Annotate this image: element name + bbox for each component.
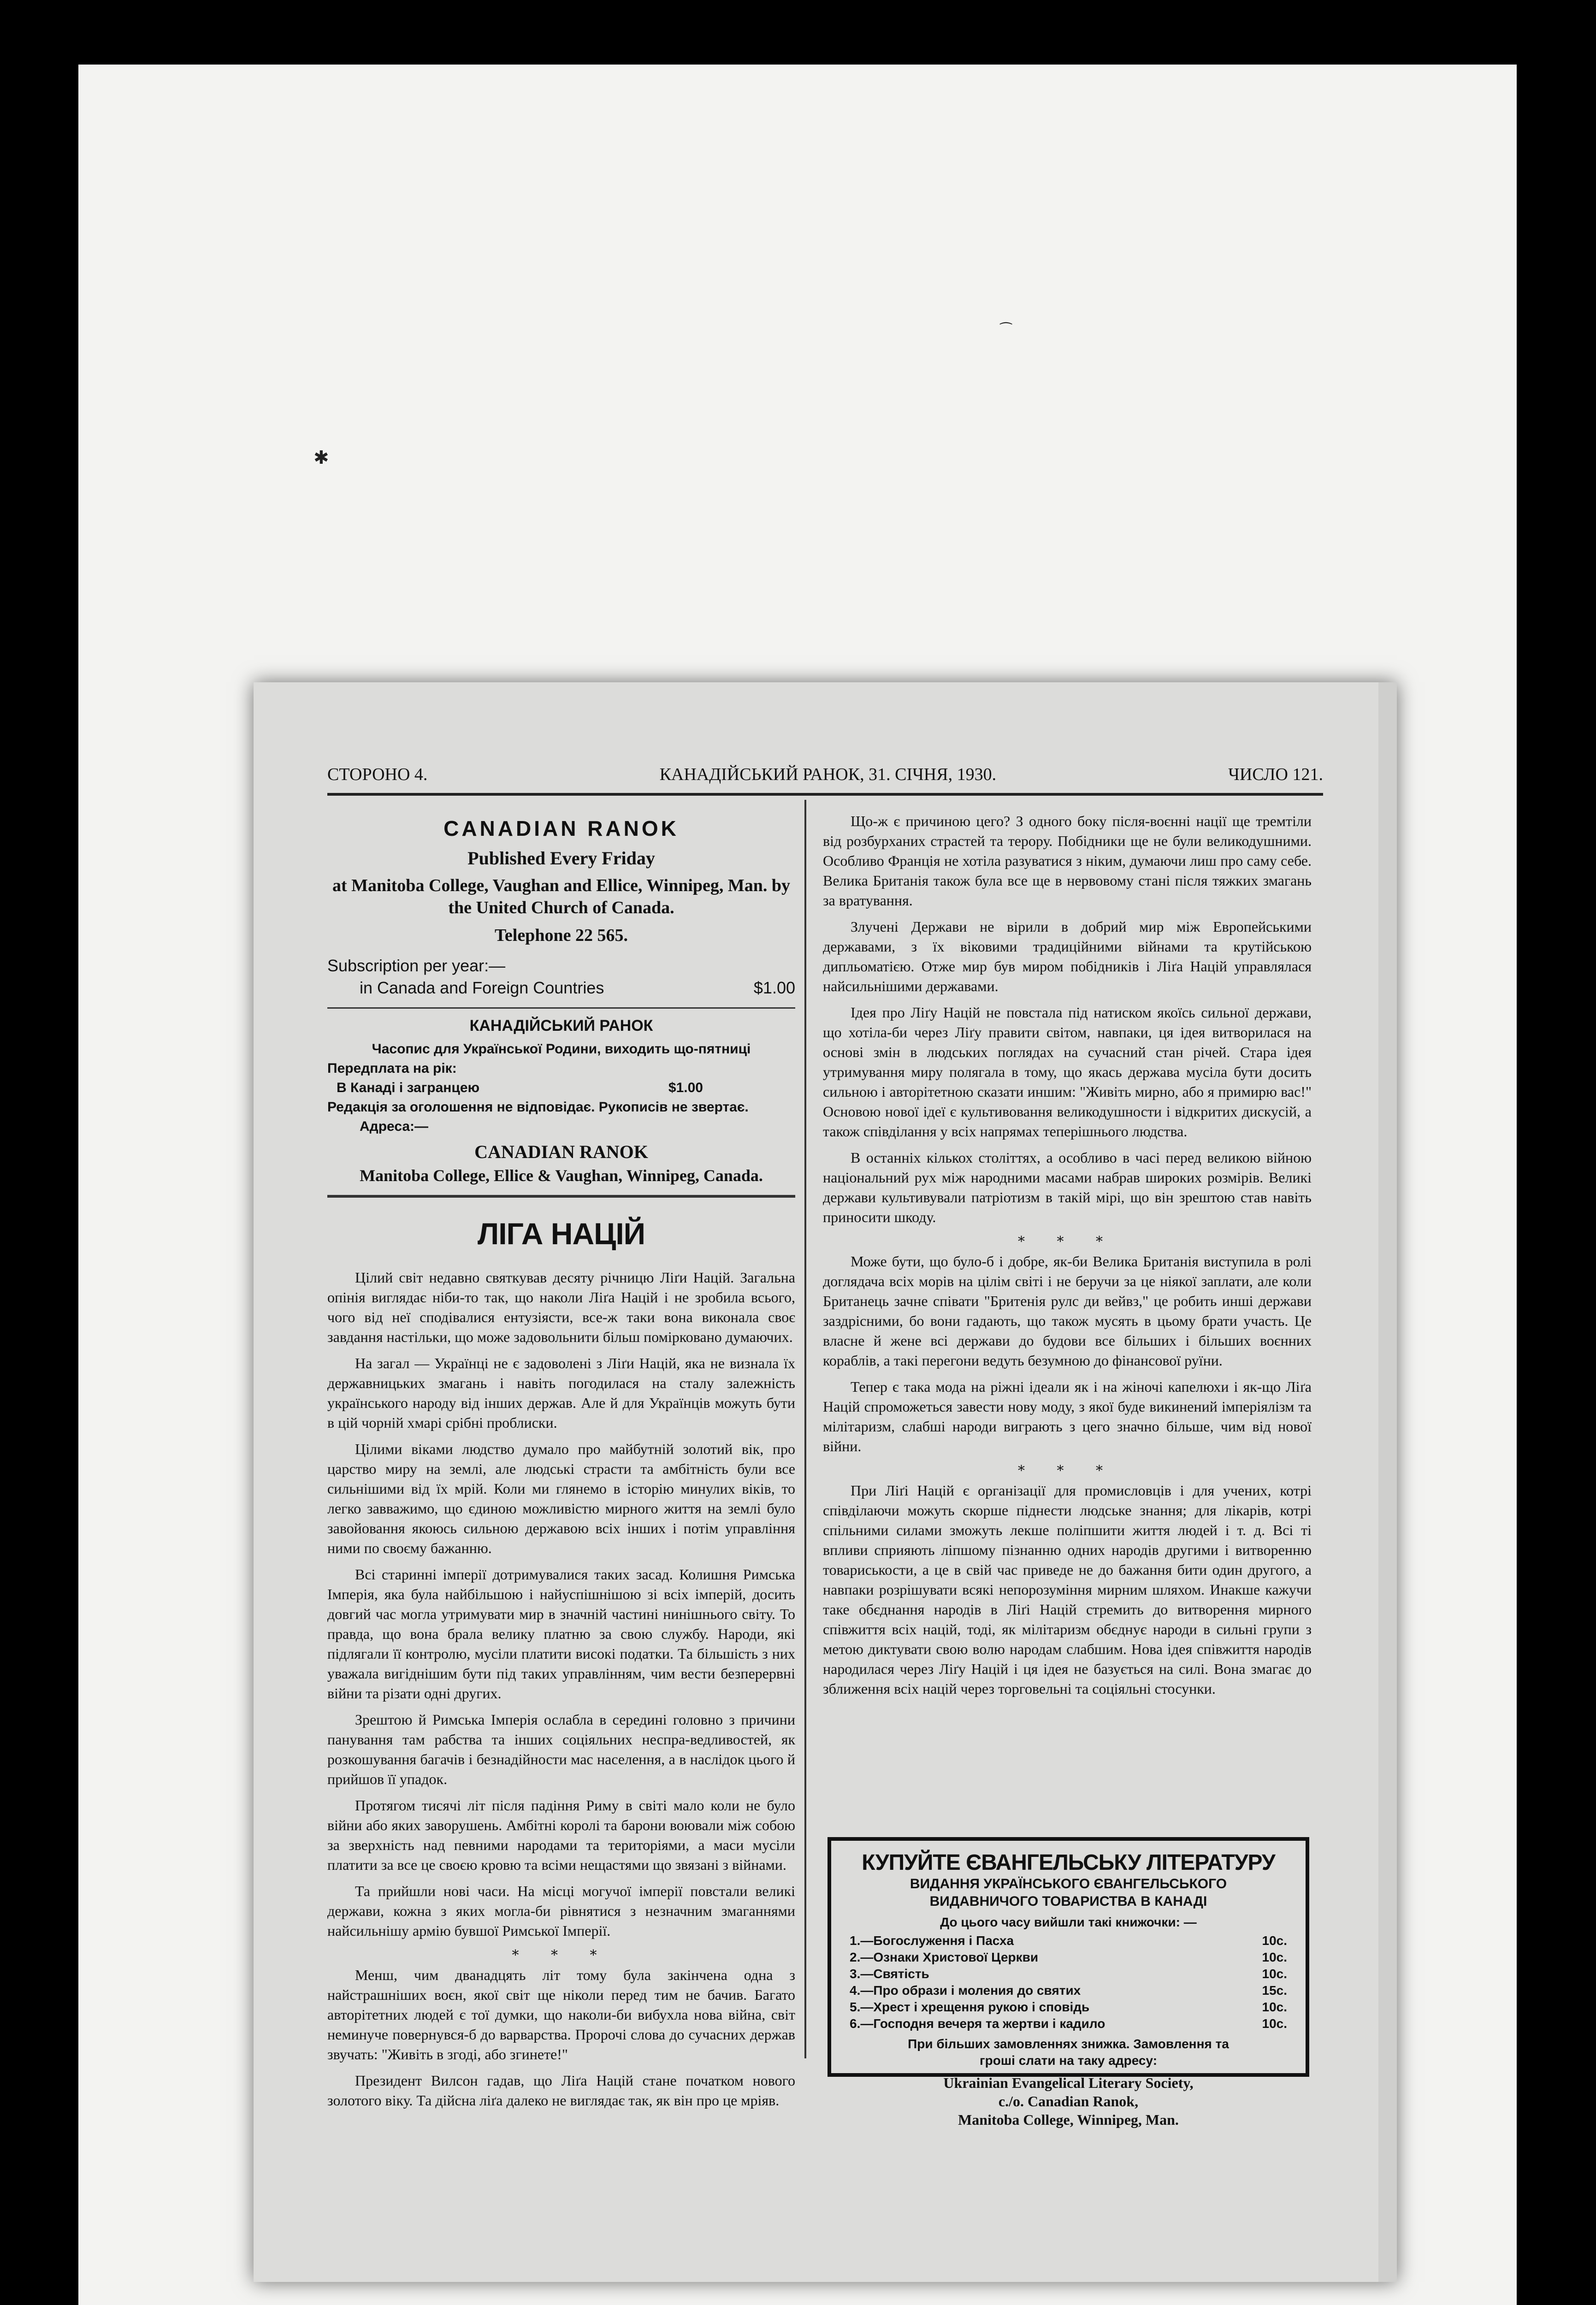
ad-question: До цього часу вийшли такі книжочки: — (940, 1915, 1197, 1929)
article-paragraph: Ідея про Ліґу Націй не повстала під натиском якоїсь сильної держави, що хотіла-би через Ліґу правити світом, навпаки, ця ідея витворилася на основі змін в людських поглядах на сучасний стан річей. Стара ідея утримування миру полягала в тому, що якась держава мусіла бути досить сильною і авторітетною сказати иншим: "Живіть мирно, або я примирю вас!" Основою нової ідеї є культивовання великодушности і відкритих дискусій, а також співділання у всіх напрямах теперішнього людства. (823, 1004, 1312, 1140)
article-paragraph: Всі старинні імперії дотримувалися таких засад. Колишня Римська Імперія, яка була найбільшою і найуспішнішою зі всіх імперій, досить довгий час могла утримувати мир в значній частині нинішнього світу. То правда, що вона брала велику платню за свою службу. Народи, які підлягали її контролю, мусіли платити високі податки. Та більшість з них уважала вигіднішим бути під таких управлінням, чим вести безперервні війни та різати одні других. (327, 1566, 795, 1702)
page-edge (1378, 682, 1397, 2282)
right-column (823, 802, 1312, 1705)
ad-item (850, 1966, 1287, 1982)
ad-item (850, 2015, 1287, 2032)
subscription-block (327, 955, 795, 999)
ad-address: Ukrainian Evangelical Literary Society, (943, 2074, 1194, 2091)
ad-item-price: 10c. (1262, 2000, 1287, 2014)
ad-item (850, 1982, 1287, 1999)
masthead-published: Published Every Friday (467, 848, 655, 869)
article-paragraph: Що-ж є причиною цего? З одного боку після-воєнні нації ще тремтіли від розбурханих страстей та терору. Побідники ще не були великодушними. Особливо Франція не хотіла разуватися з ніким, думаючи лиш про саму себе. Велика Британія також була все ще в нервовому стані після тяжких змагань за вратування. (823, 813, 1312, 909)
article-paragraph: Тепер є така мода на ріжні ідеали як і на жіночі капелюхи і як-що Ліґа Націй спроможеться завести нову моду, з якої буде викинений імперіялізм та мілітаризм, слабші народи виграють з цего значно більше, чим від нової війни. (823, 1378, 1312, 1454)
section-stars: * * * (1017, 1463, 1117, 1479)
article-paragraph: Може бути, що було-б і добре, як-би Велика Британія виступила в ролі доглядача всіх морів на цілім світі і не беручи за це ніякої заплати, але коли Британець зачне співати "Бритенія рулс ди вейвз," це робить инші держави заздрісними, бо вони гадають, що також мусять в цьому брати участь. Це власне й жене всі держави до будови все більших і більших воєнних кораблів, а такі перегони ведуть безумною до фінансової руїни. (823, 1253, 1312, 1369)
page-number: СТОРОНО 4. (327, 765, 428, 784)
ad-title: КУПУЙТЕ ЄВАНГЕЛЬСЬКУ ЛІТЕРАТУРУ (862, 1850, 1275, 1875)
uk-masthead-line3 (327, 1078, 795, 1098)
masthead-name: CANADIAN RANOK (443, 816, 679, 840)
article-title: ЛІГА НАЦІЙ (477, 1217, 645, 1251)
header-rule (327, 793, 1323, 796)
divider-thick (327, 1195, 795, 1198)
article-paragraph: На загал — Українці не є задоволені з Ліґи Націй, яка не визнала їх державницьких змагань і навіть погодилася на сталу залежність українського народу від інших держав. Але й для Українців можуть бути в цій чорній хмарі срібні проблиски. (327, 1355, 795, 1431)
section-stars: * * * (1017, 1234, 1117, 1250)
article-paragraph: В останніх кількох століттях, а особливо в часі перед великою війною національний рух між народними масами набрав широких розмірів. Великі держави культивували патріотизм в такій мірі, що він зрештою став навіть приносити шкоду. (823, 1149, 1312, 1225)
article-paragraph: При Ліґі Націй є організації для промисловців і для учених, котрі співділаючи можуть скорше піднести людське знання; для лікарів, котрі спільними силами зможуть лекше поліпшити життя людей і т. д. Всі ті впливи сприяють ліпшому пізнанню одних народів другими і витворенню товариськости, а це в свій час приведе не до бажання бити один другого, а навпаки розрішувати всякі непорозуміння мирним шляхом. Инакше кажучи таке обєднання народів в Ліґі Націй стремить до витворення мирного співжиття всіх націй, тоді, як мілітаризм обєднує народи в сильні групи з метою диктувати свою волю народам слабшим. Нова ідея співжиття народів народилася через Ліґу Націй і ця ідея не базується на силі. Вона змагає до зближення всіх націй через торговельні та соціяльні стосунки. (823, 1482, 1312, 1697)
article-paragraph: Цілими віками людство думало про майбутній золотий вік, про царство миру на землі, але людські страсти та амбітність були все сильнішими від їх мрій. Коли ми глянемо в історію минулих віків, то легко завважимо, що єдиною можливістю мирного життя на землі було завойовання якоюсь сильною державою всіх інших і потім управління ними по своєму бажанню. (327, 1441, 795, 1556)
ad-footer: При більших замовленнях знижка. Замовлення та (908, 2037, 1229, 2051)
masthead-place: at Manitoba College, Vaughan and Ellice, Winnipeg, Man. by the United Church of Canada. (332, 876, 791, 917)
subscription-row (327, 977, 795, 999)
ad-item-price: 10c. (1262, 1967, 1287, 1981)
article-paragraph: Та прийшли нові часи. На місці могучої імперії повстали великі держави, кожна з яких могла-би рівнятися з незначним змаганнями найсильнішу армію бувшої Римської Імперії. (327, 1883, 795, 1939)
article-paragraph: Цілий світ недавно святкував десяту річницю Ліґи Націй. Загальна опінія виглядає ніби-то так, що наколи Ліґа Націй і не зробила всього, чого від неї сподівалися ентузіясти, все-ж таки вона виконала своє завдання настільки, що може задовольнити більш поміркованo думаючих. (327, 1269, 795, 1345)
article-paragraph: Зрештою й Римська Імперія ослабла в середині головно з причини панування там рабства та інших соціяльних неспра-ведливостей, як розкошування багачів і безнадійности мас населення, а в наслідок цього й прийшов її упадок. (327, 1711, 795, 1787)
ad-item-price: 15c. (1262, 1983, 1287, 1998)
ad-item-label: 6.—Господня вечеря та жертви і кадило (850, 2016, 1105, 2031)
ad-item (850, 1999, 1287, 2015)
column-rule (804, 800, 806, 2058)
article-paragraph: Протягом тисячі літ після падіння Риму в світі мало коли не було війни або яких заворушень. Амбітні королі та барони воювали між собою за зверхність над певними народами та територіями, а маси мусіли платити за все це своєю кровю та всіми нещастями що звязані з війнами. (327, 1797, 795, 1873)
uk-address-name: CANADIAN RANOK (474, 1141, 648, 1162)
subscription-label: Subscription per year:— (327, 956, 506, 975)
ad-item-price: 10c. (1262, 1950, 1287, 1964)
article-paragraph: Злучені Держави не вірили в добрий мир між Европейськими державами, з їх віковими традиційними війнами та крутійською дипльоматією. Отже мир був миром побідників і Ліґа Націй управлялася найсильнішими державами. (823, 918, 1312, 994)
article-paragraph: Менш, чим дванадцять літ тому була закінчена одна з найстрашніших воєн, якої світ ще ніколи перед тим не бачив. Багато авторітетних людей є тої думки, що наколи-би вибухла нова війна, світ неминуче повернувся-б до варварства. Пророчі слова до сучасних держав звучать: "Живіть в згоді, або згинете!" (327, 1967, 795, 2063)
ad-item-label: 2.—Ознаки Христової Церкви (850, 1950, 1039, 1964)
uk-masthead-line1: Часопис для Української Родини, виходить що-пятниці (372, 1041, 751, 1057)
ad-item-label: 5.—Хрест і хрещення рукою і сповідь (850, 2000, 1090, 2014)
uk-price-value: $1.00 (668, 1080, 703, 1095)
issue-number: ЧИСЛО 121. (1228, 765, 1323, 784)
uk-address-line: Manitoba College, Ellice & Vaughan, Winnipeg, Canada. (360, 1166, 763, 1185)
section-stars: * * * (512, 1947, 611, 1963)
subscription-price: $1.00 (753, 978, 795, 997)
film-speck: ✱ (313, 447, 329, 468)
left-column (327, 802, 795, 2117)
ad-subtitle: ВИДАННЯ УКРАЇНСЬКОГО ЄВАНГЕЛЬСЬКОГО (910, 1876, 1227, 1891)
ad-item-price: 10c. (1262, 1933, 1287, 1948)
ad-subtitle: ВИДАВНИЧОГО ТОВАРИСТВА В КАНАДІ (929, 1894, 1207, 1909)
divider (327, 1007, 795, 1009)
uk-masthead-line4: Редакція за оголошення не відповідає. Рукописів не звертає. (327, 1099, 749, 1115)
uk-masthead-name: КАНАДІЙСЬКИЙ РАНОК (469, 1017, 653, 1034)
article-paragraph: Президент Вилсон гадав, що Ліґа Націй стане початком нового золотого віку. Та дійсна ліґа далеко не виглядає так, як він про це мріяв. (327, 2072, 795, 2109)
ad-item-price: 10c. (1262, 2016, 1287, 2031)
uk-price-label: В Канаді і загранцею (337, 1080, 480, 1095)
ad-address: Manitoba College, Winnipeg, Man. (958, 2111, 1179, 2128)
ad-item-label: 1.—Богослуження і Пасха (850, 1933, 1014, 1948)
paper-dateline: КАНАДІЙСЬКИЙ РАНОК, 31. СІЧНЯ, 1930. (659, 765, 997, 784)
ad-item (850, 1949, 1287, 1966)
uk-masthead-line5: Адреса:— (360, 1119, 429, 1134)
ad-item (850, 1933, 1287, 1949)
subscription-region: in Canada and Foreign Countries (360, 978, 604, 997)
masthead-telephone: Telephone 22 565. (495, 926, 628, 945)
ad-item-label: 3.—Святість (850, 1967, 929, 1981)
ad-address: c./o. Canadian Ranok, (998, 2093, 1139, 2110)
ad-item-label: 4.—Про образи і моления до святих (850, 1983, 1081, 1998)
newspaper-page (254, 682, 1397, 2282)
uk-masthead-line2: Передплата на рік: (327, 1061, 457, 1076)
ad-footer: гроші слати на таку адресу: (979, 2053, 1158, 2068)
literature-advertisement (828, 1837, 1309, 2128)
film-speck: ⁀ (1000, 323, 1012, 339)
page-header (327, 761, 1323, 788)
